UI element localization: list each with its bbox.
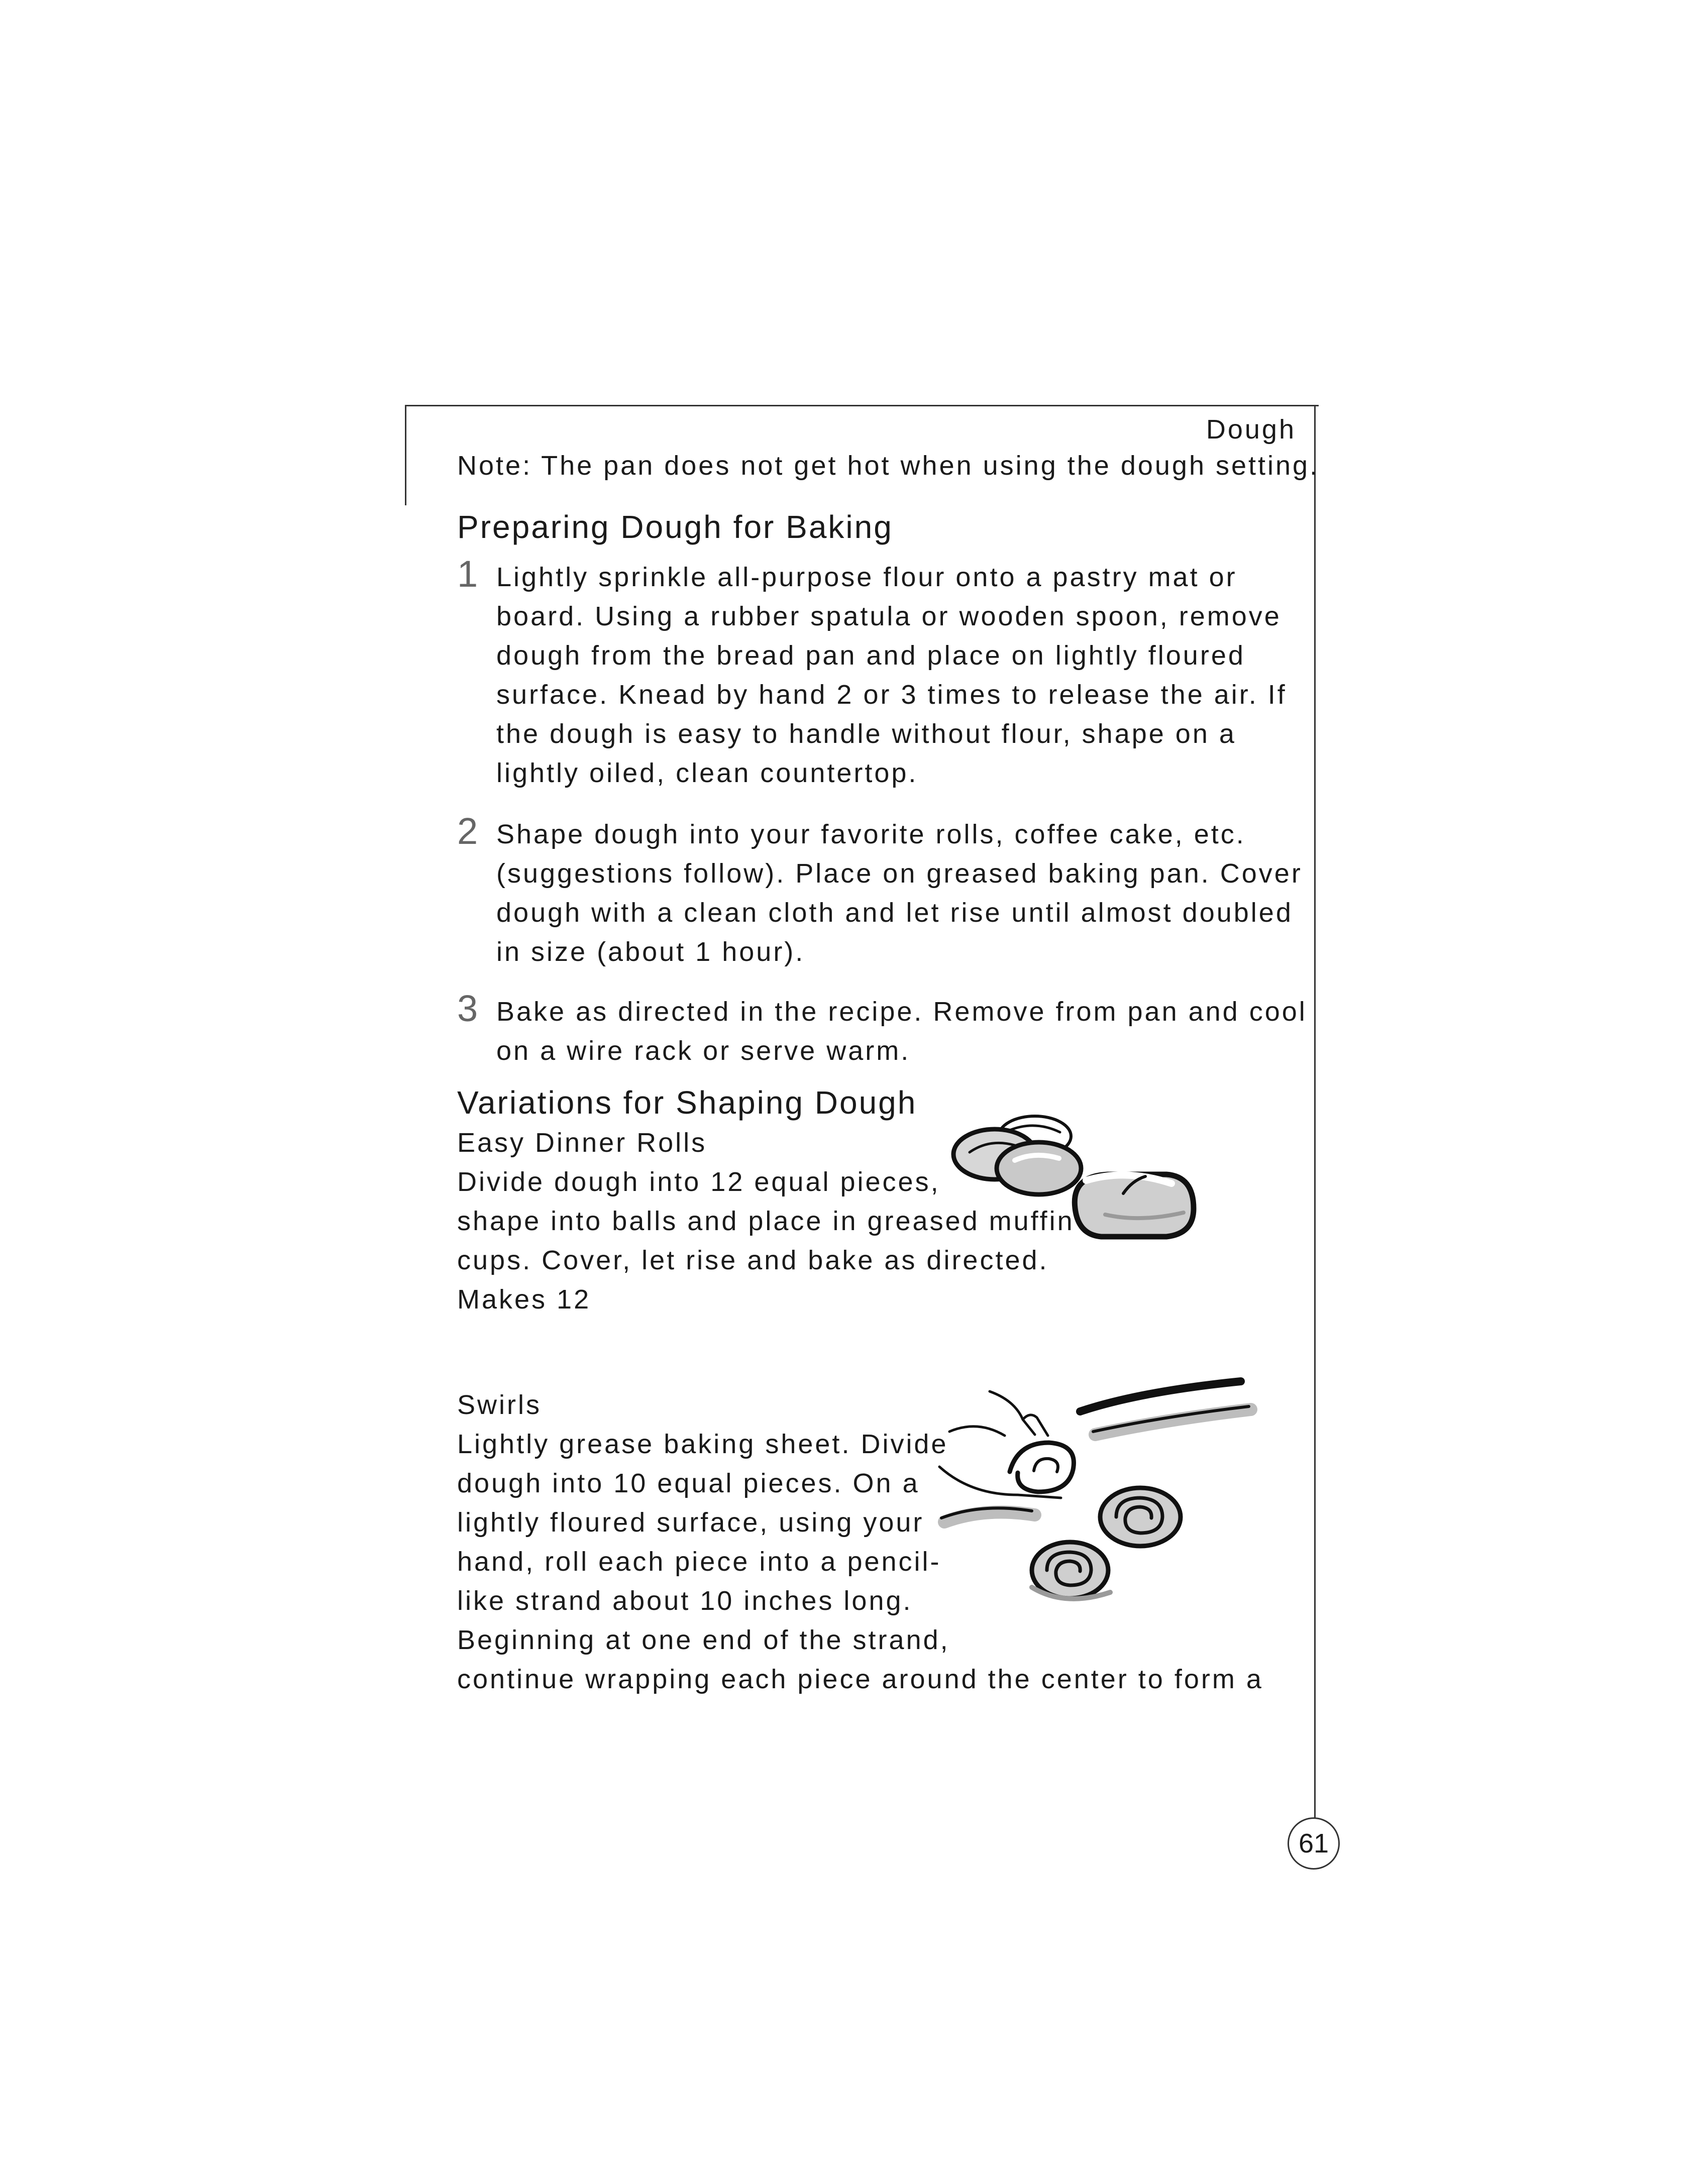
step-line: Lightly sprinkle all-purpose flour onto a pastry mat or [496, 562, 1237, 592]
recipe-line: cups. Cover, let rise and bake as directed. [457, 1245, 1049, 1275]
page-frame-right-rule [1314, 405, 1316, 1819]
step-text [496, 992, 1307, 1070]
step-line: (suggestions follow). Place on greased baking pan. Cover [496, 858, 1303, 889]
recipe-line: continue wrapping each piece around the center to form a [457, 1664, 1263, 1694]
recipe-yield: Makes 12 [457, 1284, 591, 1315]
recipe-line: Beginning at one end of the strand, [457, 1625, 950, 1655]
step-line: dough with a clean cloth and let rise until almost doubled [496, 898, 1293, 928]
step-line: dough from the bread pan and place on lightly floured [496, 640, 1245, 671]
recipe-line: Divide dough into 12 equal pieces, [457, 1167, 940, 1197]
variations-heading: Variations for Shaping Dough [457, 1084, 917, 1121]
swirls-title: Swirls [457, 1390, 542, 1420]
step-line: the dough is easy to handle without flour, shape on a [496, 719, 1236, 749]
step-line: lightly oiled, clean countertop. [496, 758, 918, 788]
recipe-line: shape into balls and place in greased muffin [457, 1206, 1075, 1236]
step-line: in size (about 1 hour). [496, 937, 805, 967]
recipe-line: hand, roll each piece into a pencil- [457, 1547, 941, 1577]
swirls-illustration [929, 1371, 1271, 1612]
recipe-line: lightly floured surface, using your [457, 1507, 924, 1538]
step-line: Shape dough into your favorite rolls, coffee cake, etc. [496, 819, 1246, 849]
recipe-line: like strand about 10 inches long. [457, 1586, 913, 1616]
step-number: 3 [457, 988, 478, 1029]
page-frame-left-rule [405, 405, 406, 505]
recipe-line: dough into 10 equal pieces. On a [457, 1468, 920, 1498]
page-frame-top-rule [406, 405, 1319, 406]
preparing-dough-heading: Preparing Dough for Baking [457, 509, 893, 545]
step-line: board. Using a rubber spatula or wooden spoon, remove [496, 601, 1282, 631]
step-line: Bake as directed in the recipe. Remove from pan and cool [496, 997, 1307, 1027]
step-text [496, 558, 1287, 793]
dinner-rolls-illustration [939, 1110, 1211, 1261]
dough-setting-note: Note: The pan does not get hot when using the dough setting. [457, 451, 1320, 481]
step-number: 1 [457, 553, 478, 595]
step-number: 2 [457, 810, 478, 852]
step-line: on a wire rack or serve warm. [496, 1036, 911, 1066]
section-tab: Dough [1206, 414, 1296, 445]
step-line: surface. Knead by hand 2 or 3 times to release the air. If [496, 680, 1287, 710]
recipe-line: Lightly grease baking sheet. Divide [457, 1429, 948, 1459]
step-text [496, 815, 1303, 971]
dinner-rolls-title: Easy Dinner Rolls [457, 1128, 707, 1158]
page-number: 61 [1288, 1817, 1340, 1870]
